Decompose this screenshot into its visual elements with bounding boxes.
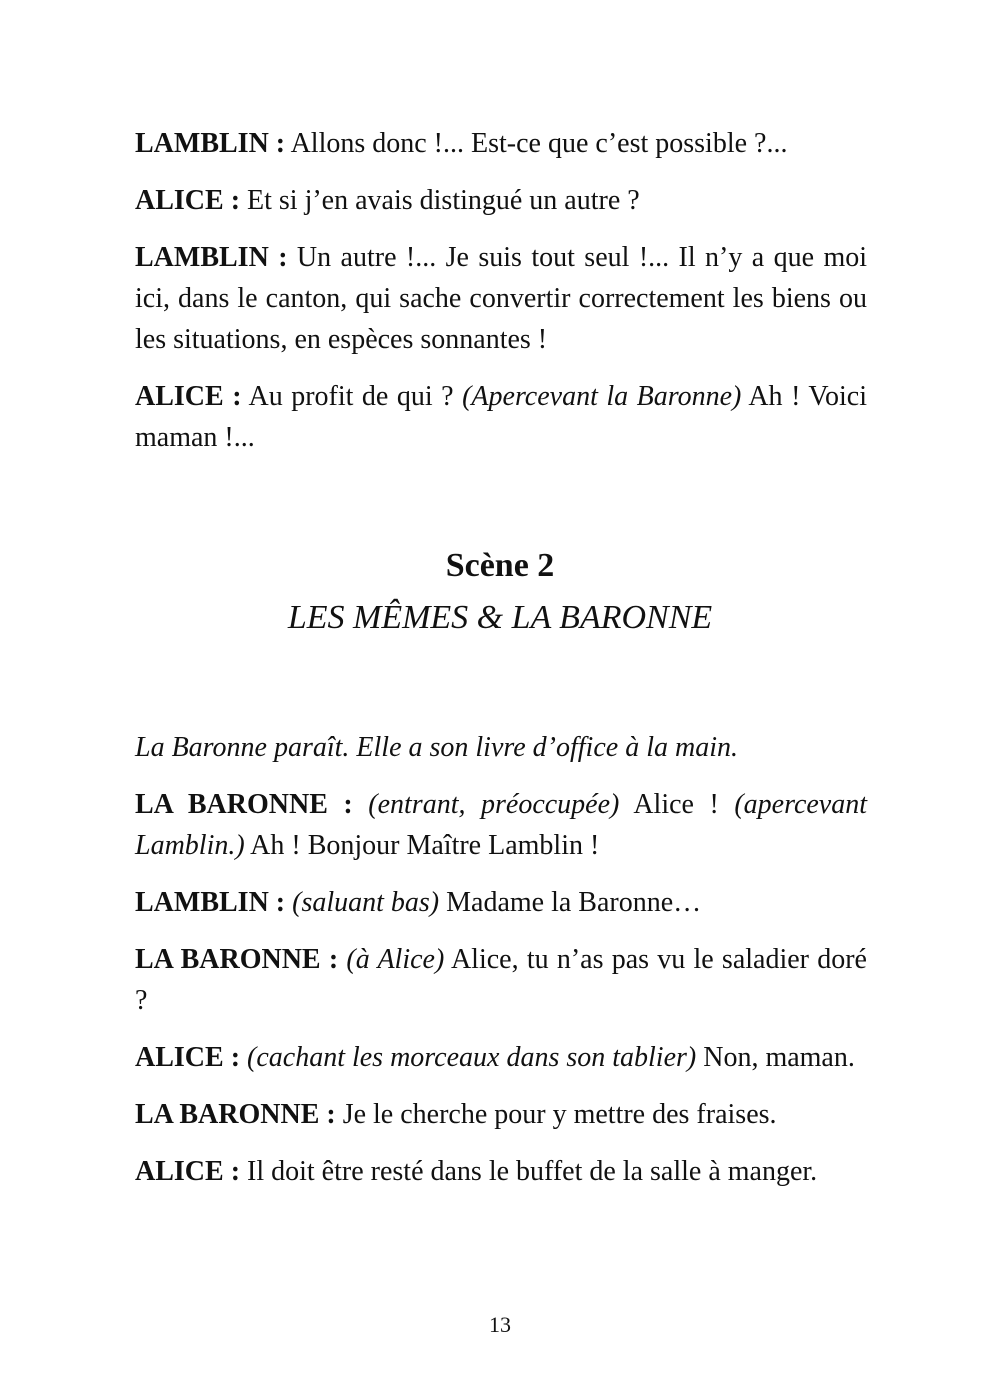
line-text: Et si j’en avais distingué un autre ? <box>240 185 640 216</box>
dialogue-line <box>135 123 867 164</box>
speaker-name: ALICE : <box>135 381 242 412</box>
speaker-name: LA BARONNE : <box>135 944 339 975</box>
speaker-name: ALICE : <box>135 1156 241 1187</box>
line-text <box>240 1042 247 1073</box>
line-text: Un autre !... Je suis tout seul !... Il n’y a que moi ici, dans le canton, qui sache convertir correctement les biens ou les situations, en espèces sonnantes ! <box>135 242 867 355</box>
dialogue-line <box>135 882 867 923</box>
scene-heading <box>0 542 1000 642</box>
stage-aside: (entrant, préoccupée) <box>368 789 620 820</box>
speaker-name: LA BARONNE : <box>135 1099 336 1130</box>
line-text: Non, maman. <box>696 1042 855 1073</box>
dialogue-block-2 <box>135 727 867 1208</box>
line-text: Ah ! Voici maman !... <box>135 381 867 453</box>
dialogue-line <box>135 376 867 458</box>
speaker-name: LAMBLIN : <box>135 887 286 918</box>
line-text: Il doit être resté dans le buffet de la salle à manger. <box>240 1156 818 1187</box>
scene-number: Scène 2 <box>445 547 555 584</box>
dialogue-block-1 <box>135 123 867 474</box>
speaker-name: LA BARONNE : <box>135 789 353 820</box>
dialogue-line <box>135 1037 867 1078</box>
scene-subtitle: LES MÊMES & LA BARONNE <box>287 599 713 636</box>
dialogue-line <box>135 180 867 221</box>
line-text: Ah ! Bonjour Maître Lamblin ! <box>244 830 600 861</box>
line-text: Alice, tu n’as pas vu le saladier doré ? <box>135 944 867 1016</box>
line-text: Je le cherche pour y mettre des fraises. <box>335 1099 777 1130</box>
stage-direction: La Baronne paraît. Elle a son livre d’office à la main. <box>135 732 738 763</box>
line-text: Au profit de qui ? <box>241 381 463 412</box>
stage-aside: (Apercevant la Baronne) <box>462 381 742 412</box>
stage-aside: (cachant les morceaux dans son tablier) <box>247 1042 697 1073</box>
dialogue-line <box>135 237 867 360</box>
dialogue-line <box>135 784 867 866</box>
line-text <box>353 789 369 820</box>
page-number: 13 <box>489 1312 511 1337</box>
dialogue-line <box>135 939 867 1021</box>
stage-aside: (saluant bas) <box>292 887 440 918</box>
speaker-name: LAMBLIN : <box>135 128 286 159</box>
line-text: Alice ! <box>619 789 735 820</box>
speaker-name: ALICE : <box>135 185 241 216</box>
line-text: Allons donc !... Est-ce que c’est possible ?... <box>285 128 788 159</box>
dialogue-line <box>135 1151 867 1192</box>
speaker-name: ALICE : <box>135 1042 241 1073</box>
dialogue-line <box>135 1094 867 1135</box>
stage-aside: (à Alice) <box>346 944 445 975</box>
speaker-name: LAMBLIN : <box>135 242 288 273</box>
line-text: Madame la Baronne… <box>439 887 702 918</box>
stage-aside: (apercevant Lamblin.) <box>135 789 867 861</box>
